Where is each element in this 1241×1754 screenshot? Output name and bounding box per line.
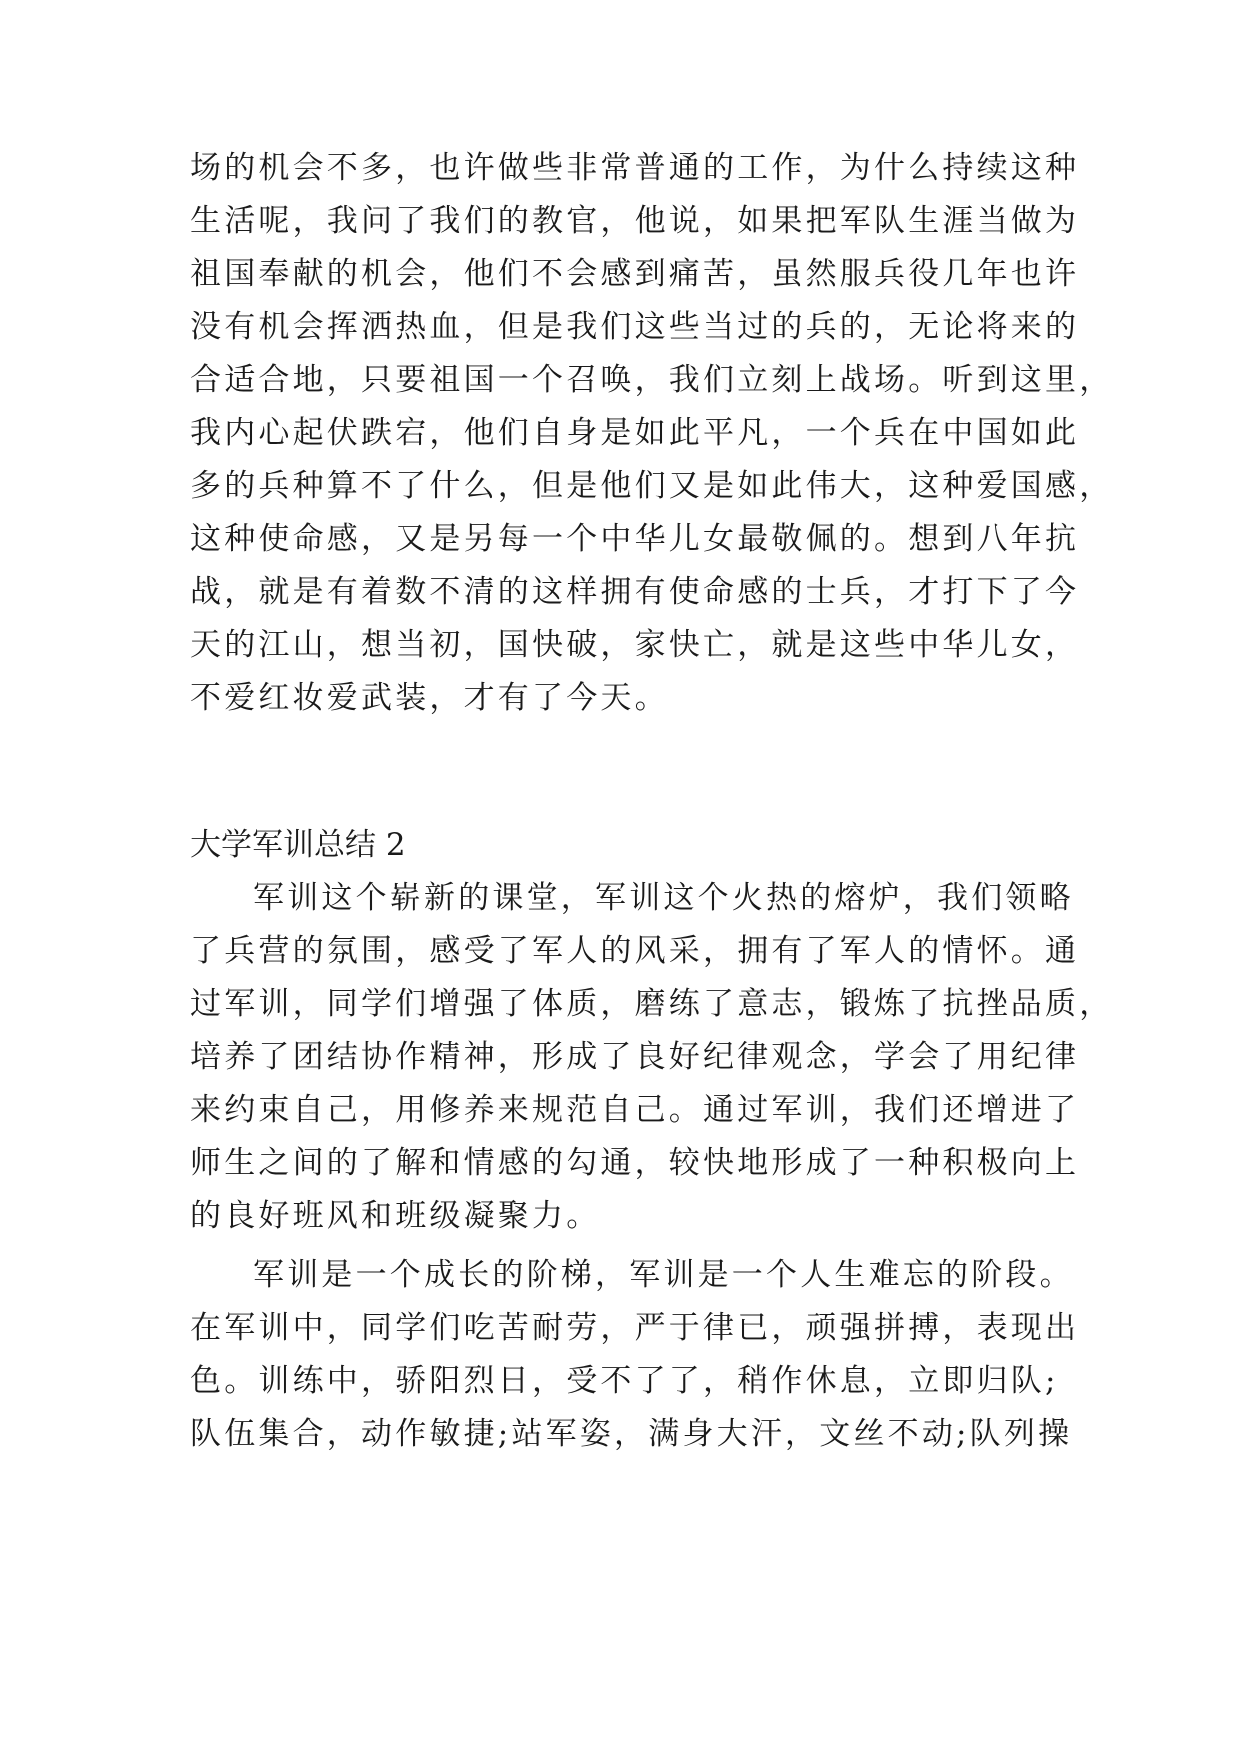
text-line: 多的兵种算不了什么，但是他们又是如此伟大，这种爱国感， [190,468,1114,504]
text-line: 军训这个崭新的课堂，军训这个火热的熔炉，我们领略 [253,880,1074,916]
text-line: 师生之间的了解和情感的勾通，较快地形成了一种积极向上 [190,1145,1080,1181]
text-line: 在军训中，同学们吃苦耐劳，严于律已，顽强拼搏，表现出 [190,1310,1080,1346]
text-line: 没有机会挥洒热血，但是我们这些当过的兵的，无论将来的 [190,309,1080,345]
text-line: 队伍集合，动作敏捷;站军姿，满身大汗，文丝不动;队列操 [190,1416,1073,1452]
text-line: 我内心起伏跌宕，他们自身是如此平凡，一个兵在中国如此 [190,415,1080,451]
text-line: 军训是一个成长的阶梯，军训是一个人生难忘的阶段。 [253,1257,1074,1293]
text-line: 祖国奉献的机会，他们不会感到痛苦，虽然服兵役几年也许 [190,256,1080,292]
text-line: 生活呢，我问了我们的教官，他说，如果把军队生涯当做为 [190,203,1080,239]
text-line: 战，就是有着数不清的这样拥有使命感的士兵，才打下了今 [190,574,1080,610]
text-line: 天的江山，想当初，国快破，家快亡，就是这些中华儿女， [190,627,1080,663]
text-line: 了兵营的氛围，感受了军人的风采，拥有了军人的情怀。通 [190,933,1080,969]
text-line: 这种使命感，又是另每一个中华儿女最敬佩的。想到八年抗 [190,521,1080,557]
text-line: 色。训练中，骄阳烈日，受不了了，稍作休息，立即归队; [190,1363,1059,1399]
text-line: 的良好班风和班级凝聚力。 [190,1198,601,1234]
text-line: 不爱红妆爱武装，才有了今天。 [190,680,669,716]
section-title: 大学军训总结 2 [190,827,406,863]
text-line: 来约束自己，用修养来规范自己。通过军训，我们还增进了 [190,1092,1080,1128]
text-line: 场的机会不多，也许做些非常普通的工作，为什么持续这种 [190,150,1080,186]
text-line: 培养了团结协作精神，形成了良好纪律观念，学会了用纪律 [190,1039,1080,1075]
text-line: 合适合地，只要祖国一个召唤，我们立刻上战场。听到这里， [190,362,1114,398]
text-line: 过军训，同学们增强了体质，磨练了意志，锻炼了抗挫品质， [190,986,1114,1022]
